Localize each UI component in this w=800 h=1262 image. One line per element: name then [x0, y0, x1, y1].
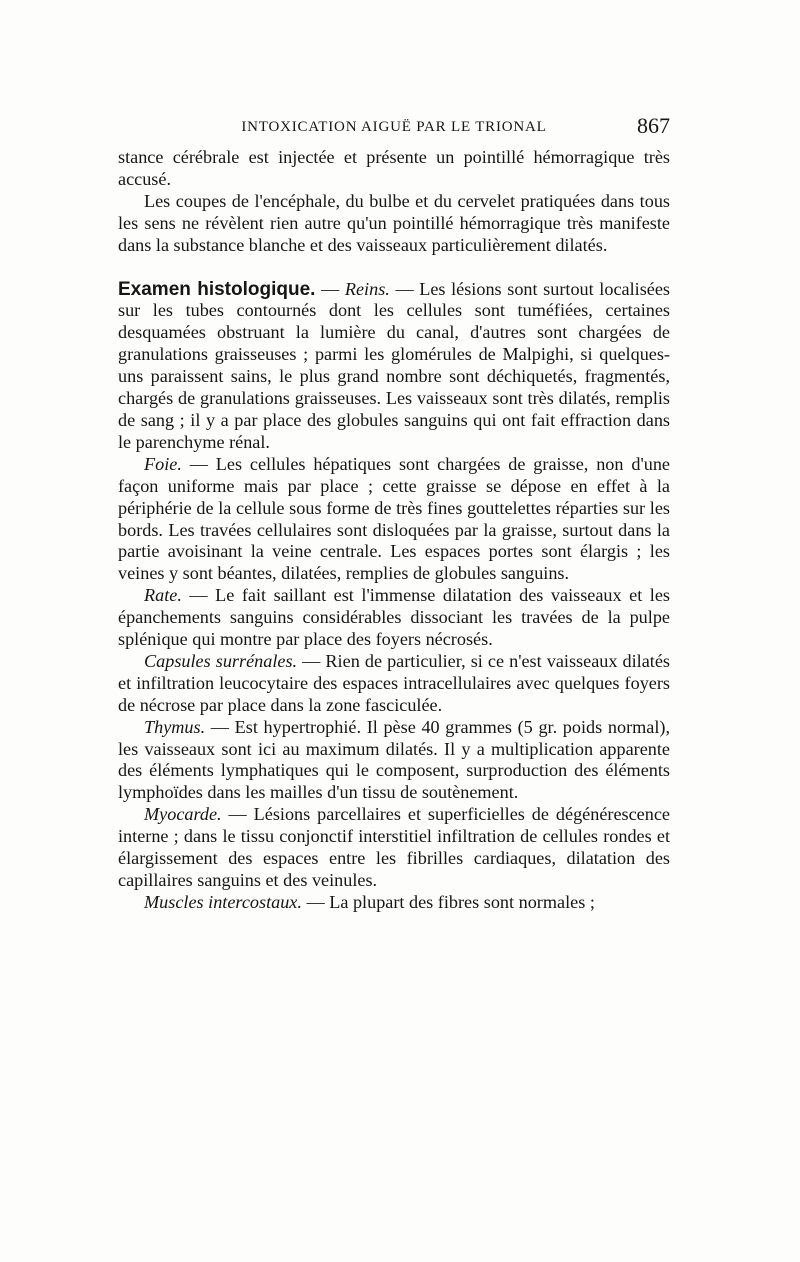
- page-body: [118, 147, 670, 914]
- paragraph-text: — Les lésions sont surtout localisées sur les tubes contournés dont les cellules sont tuméfiées, certaines desquamées obstruant la lumière du canal, d'autres sont chargées de granulations graisseuses ; parmi les glomérules de Malpighi, si quelques-uns paraissent sains, le plus grand nombre sont déchiquetés, fragmentés, chargés de granulations graisseuses. Les vaisseaux sont très dilatés, remplis de sang ; il y a par place des globules sanguins qui ont fait effraction dans le parenchyme rénal.: [118, 278, 671, 452]
- paragraph-thymus: [118, 717, 670, 805]
- paragraph-adrenals: [118, 651, 670, 717]
- page-number: 867: [637, 113, 670, 138]
- paragraph-text: — Est hypertrophié. Il pèse 40 grammes (5 gr. poids normal), les vaisseaux sont ici au maximum dilatés. Il y a multiplication apparente des éléments lymphatiques qui le composent, surproduction des éléments lymphoïdes dans les mailles d'un tissu de soutènement.: [118, 716, 670, 803]
- paragraph-cerebral-substance: [118, 147, 670, 191]
- paragraph-spleen: [118, 585, 670, 651]
- paragraph-text: — Les cellules hépatiques sont chargées de graisse, non d'une façon uniforme mais par place ; cette graisse se dépose en effet à la périphérie de la cellule sous forme de très fines gouttelettes réparties sur les bords. Les travées cellulaires sont disloquées par la graisse, surtout dans la partie avoisinant la veine centrale. Les espaces portes sont élargis ; les veines y sont béantes, dilatées, remplies de globules sanguins.: [118, 453, 670, 584]
- paragraph-brain-sections: [118, 191, 670, 257]
- paragraph-text: — Rien de particulier, si ce n'est vaisseaux dilatés et infiltration leucocytaire des espaces intracellulaires avec quelques foyers de nécrose par place dans la zone fasciculée.: [118, 650, 670, 715]
- section-heading: Examen histologique.: [118, 278, 316, 300]
- organ-label-adrenals: Capsules surrénales.: [144, 650, 298, 671]
- paragraph-text: stance cérébrale est injectée et présente un pointillé hémorragique très accusé.: [118, 147, 670, 189]
- paragraph-text: Les coupes de l'encéphale, du bulbe et du cervelet pratiquées dans tous les sens ne révèlent rien autre qu'un pointillé hémorragique très manifeste dans la substance blanche et des vaisseaux particulièrement dilatés.: [118, 190, 670, 255]
- organ-label-liver: Foie.: [144, 453, 182, 474]
- organ-label-myocardium: Myocarde.: [144, 804, 222, 825]
- paragraph-histology-kidneys: [118, 279, 670, 454]
- organ-label-intercostal-muscles: Muscles intercostaux.: [144, 891, 302, 912]
- organ-label-kidneys: Reins.: [344, 278, 390, 299]
- page-header: [118, 113, 670, 140]
- organ-label-spleen: Rate.: [144, 585, 182, 606]
- paragraph-liver: [118, 454, 670, 585]
- paragraph-text: — La plupart des fibres sont normales ;: [301, 891, 595, 912]
- organ-label-thymus: Thymus.: [144, 716, 206, 737]
- heading-dash: —: [315, 278, 345, 299]
- paragraph-text: — Lésions parcellaires et superficielles de dégénérescence interne ; dans le tissu conjonctif interstitiel infiltration de cellules rondes et élargissement des espaces entre les fibrilles cardiaques, dilatation des capillaires sanguins et des veinules.: [118, 804, 670, 890]
- paragraph-text: — Le fait saillant est l'immense dilatation des vaisseaux et les épanchements sanguins considérables dissociant les travées de la pulpe splénique qui montre par place des foyers nécrosés.: [118, 585, 670, 650]
- paragraph-myocardium: [118, 804, 670, 892]
- paragraph-intercostal-muscles: [118, 892, 670, 914]
- running-title: INTOXICATION AIGUË PAR LE TRIONAL: [241, 119, 547, 135]
